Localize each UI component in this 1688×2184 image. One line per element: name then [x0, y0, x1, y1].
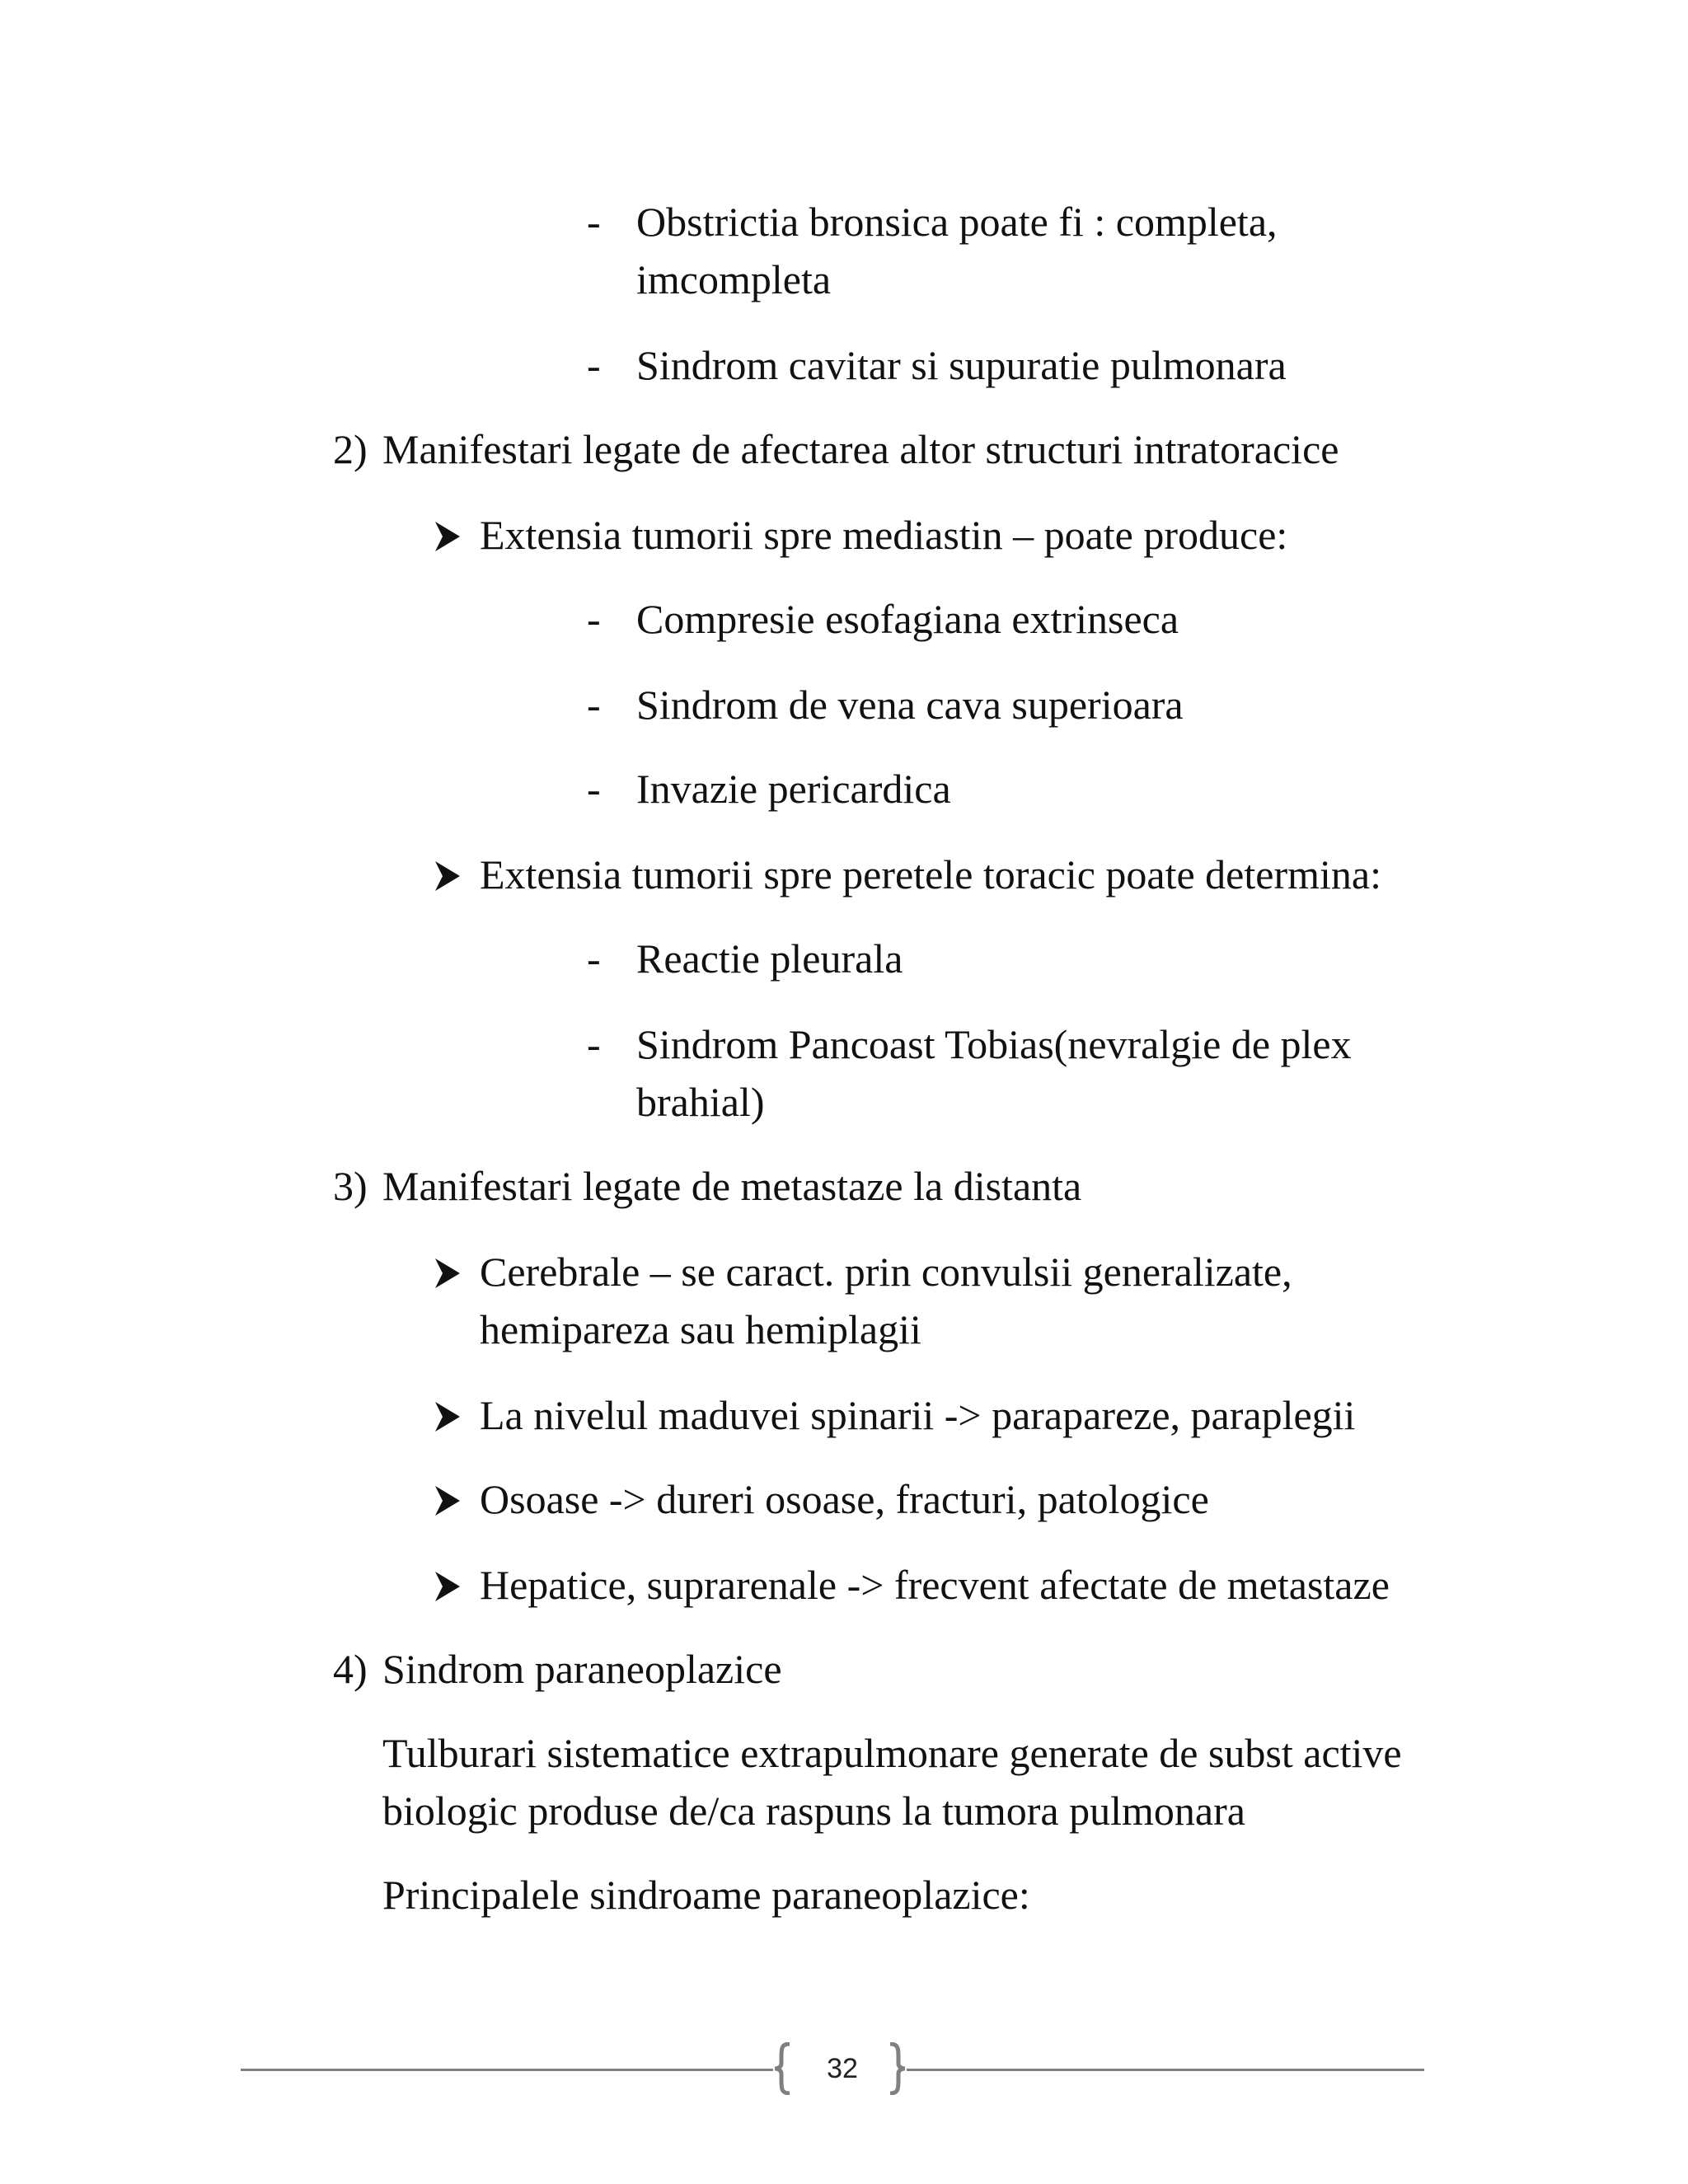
right-brace-icon	[887, 2042, 907, 2095]
list-item: Cerebrale – se caract. prin convulsii generalizate,	[480, 1249, 1292, 1295]
arrow-bullet-icon	[434, 1257, 462, 1290]
list-item: Sindrom Pancoast Tobias(nevralgie de plex	[636, 1021, 1352, 1067]
arrow-bullet-icon	[434, 1484, 462, 1517]
paragraph-line: Principalele sindroame paraneoplazice:	[382, 1872, 1030, 1918]
dash-marker: -	[587, 596, 601, 642]
section-number: 2)	[333, 426, 368, 472]
section-heading: Sindrom paraneoplazice	[382, 1646, 782, 1692]
dash-marker: -	[587, 766, 601, 812]
list-item: La nivelul maduvei spinarii -> parapareze, paraplegii	[480, 1392, 1356, 1438]
dash-marker: -	[587, 1021, 601, 1067]
list-item: Obstrictia bronsica poate fi : completa,	[636, 199, 1278, 245]
list-item: Reactie pleurala	[636, 935, 903, 982]
arrow-bullet-icon	[434, 860, 462, 893]
dash-marker: -	[587, 199, 601, 245]
dash-marker: -	[587, 935, 601, 982]
arrow-bullet-icon	[434, 520, 462, 553]
list-item: Invazie pericardica	[636, 766, 951, 812]
left-brace-icon	[773, 2042, 793, 2095]
list-item: Hepatice, suprarenale -> frecvent afectate de metastaze	[480, 1562, 1390, 1608]
arrow-bullet-icon	[434, 1400, 462, 1433]
dash-marker: -	[587, 682, 601, 728]
section-heading: Manifestari legate de afectarea altor structuri intratoracice	[382, 426, 1339, 472]
dash-marker: -	[587, 342, 601, 388]
list-item: Compresie esofagiana extrinseca	[636, 596, 1179, 642]
page-number: 32	[827, 2053, 858, 2084]
section-number: 4)	[333, 1646, 368, 1692]
arrow-bullet-icon	[434, 1570, 462, 1603]
section-number: 3)	[333, 1163, 368, 1209]
footer-rule-right	[907, 2069, 1424, 2071]
list-item: Extensia tumorii spre mediastin – poate produce:	[480, 512, 1288, 558]
list-item-continuation: brahial)	[636, 1079, 765, 1125]
paragraph-line: Tulburari sistematice extrapulmonare generate de subst active	[382, 1730, 1402, 1776]
list-item: Extensia tumorii spre peretele toracic poate determina:	[480, 851, 1381, 898]
list-item-continuation: hemipareza sau hemiplagii	[480, 1306, 921, 1352]
paragraph-line: biologic produse de/ca raspuns la tumora pulmonara	[382, 1788, 1245, 1834]
footer-rule-left	[241, 2069, 773, 2071]
list-item: Sindrom de vena cava superioara	[636, 682, 1184, 728]
list-item: Osoase -> dureri osoase, fracturi, patologice	[480, 1476, 1209, 1522]
list-item-continuation: imcompleta	[636, 256, 832, 302]
section-heading: Manifestari legate de metastaze la distanta	[382, 1163, 1082, 1209]
list-item: Sindrom cavitar si supuratie pulmonara	[636, 342, 1287, 388]
